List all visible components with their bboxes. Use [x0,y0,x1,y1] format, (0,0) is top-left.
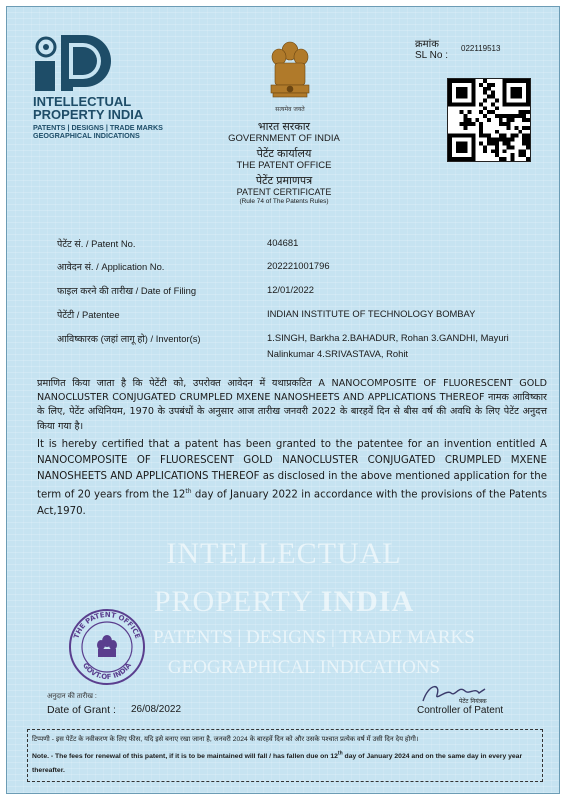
field-value: 1.SINGH, Barkha 2.BAHADUR, Rohan 3.GANDHI, Mayuri [267,332,509,343]
controller-label-hi: पेटेंट नियंत्रक [459,698,487,705]
watermark-line-2b: INDIA [320,585,415,618]
serial-label-hi: क्रमांक [415,39,439,50]
note-hi: टिप्पणी - इस पेटेंट के नवीकरण के लिए फीस, यदि इसे बनाए रखा जाना है, जनवरी 2024 के बारहवें दिन को और उसके पश्चात प्रत्येक वर्ष में उसी दिन देय होगी। [32,736,419,743]
serial-number [415,39,501,61]
field-value-continued: Nalinkumar 4.SRIVASTAVA, Rohit [267,348,409,359]
logo-line-2a: PROPERTY [33,107,108,122]
serial-label-en: SL No : [415,50,448,61]
cert-hi: पेटेंट प्रमाणपत्र [255,175,313,187]
ip-india-title [33,95,143,121]
watermark-line-2a: PROPERTY [153,585,321,618]
office-hi: पेटेंट कार्यालय [256,148,312,160]
note-en-part-1: Note. - The fees for renewal of this patent, if it is to be maintained will fall / has fallen due on 12 [32,753,338,761]
cert-text-part-2: day of January 2022 in accordance with the provisions of the Patents Act,1970. [37,489,547,517]
ip-india-logo [33,33,113,93]
cert-text-part-1: It is hereby certified that a patent has been granted to the patentee for an invention entitled A NANOCOMPOSITE OF FLUORESCENT GOLD NANOCLUSTER CONJUGATED CRUMPLED MXENE NANOSHEETS AND APPLICATIONS THEREOF as disclosed in the above mentioned application for the term of 20 years from the 12 [37,439,547,501]
seal-bottom-text: GOVT.OF INDIA [80,661,134,682]
field-value: INDIAN INSTITUTE OF TECHNOLOGY BOMBAY [267,308,476,319]
cert-en: PATENT CERTIFICATE [236,187,332,197]
certification-text-hi: प्रमाणित किया जाता है कि पेटेंटी को, उपरोक्त आवेदन में यथाप्रकटित A NANOCOMPOSITE OF FLUORESCENT GOLD NANOCLUSTER CONJUGATED CRUMPLED MXENE NANOSHEETS AND APPLICATIONS THEREOF नामक आविष्कार के लिए, पेटेंट अधिनियम, 1970 के उपबंधों के अनुसार आज तारीख जनवरी 2022 के बारहवें दिन से बीस वर्ष की अवधि के लिए पेटेंट अनुदत्त किया गया है। [37,378,547,432]
renewal-note [27,729,543,782]
note-en-sup: th [337,751,343,757]
watermark-line-4: GEOGRAPHICAL INDICATIONS [167,657,441,678]
emblem-motto: सत्यमेव जयते [275,106,305,113]
grant-label-en: Date of Grant : [47,704,116,716]
certificate [6,6,560,794]
field-label: फाइल करने की तारीख / Date of Filing [57,285,197,296]
note-en-part-2: day of January 2024 and on the same day in every year thereafter. [32,753,523,775]
watermark-line-3: PATENTS | DESIGNS | TRADE MARKS [153,627,475,648]
certification-text-en [37,437,547,519]
logo-line-4: GEOGRAPHICAL INDICATIONS [33,131,140,140]
gov-hi: भारत सरकार [257,121,311,133]
serial-value: 022119513 [461,44,501,53]
patent-office-seal [67,607,147,687]
logo-line-3: PATENTS | DESIGNS | TRADE MARKS [33,123,163,132]
seal-top-text: THE PATENT OFFICE [72,610,142,640]
rule-note: (Rule 74 of The Patents Rules) [239,198,329,205]
national-emblem-icon [267,37,313,105]
controller-label-en: Controller of Patent [417,705,504,716]
note-en [32,747,538,778]
cert-text-sup: th [185,488,192,496]
field-label: आवेदन सं. / Application No. [57,261,165,272]
grant-label-hi: अनुदान की तारीख : [47,693,97,700]
office-en: THE PATENT OFFICE [236,160,332,171]
grant-date: 26/08/2022 [131,704,182,715]
field-label: पेटेंटी / Patentee [57,309,120,320]
field-label: पेटेंट सं. / Patent No. [57,238,136,249]
field-value: 404681 [267,237,299,248]
field-value: 202221001796 [267,260,330,271]
field-value: 12/01/2022 [267,284,314,295]
watermark-line-1: INTELLECTUAL [166,537,402,570]
field-label: आविष्कारक (जहां लागू हो) / Inventor(s) [57,333,201,344]
logo-line-2b: INDIA [107,107,144,122]
logo-line-1: INTELLECTUAL [33,94,132,109]
gov-en: GOVERNMENT OF INDIA [228,133,340,144]
